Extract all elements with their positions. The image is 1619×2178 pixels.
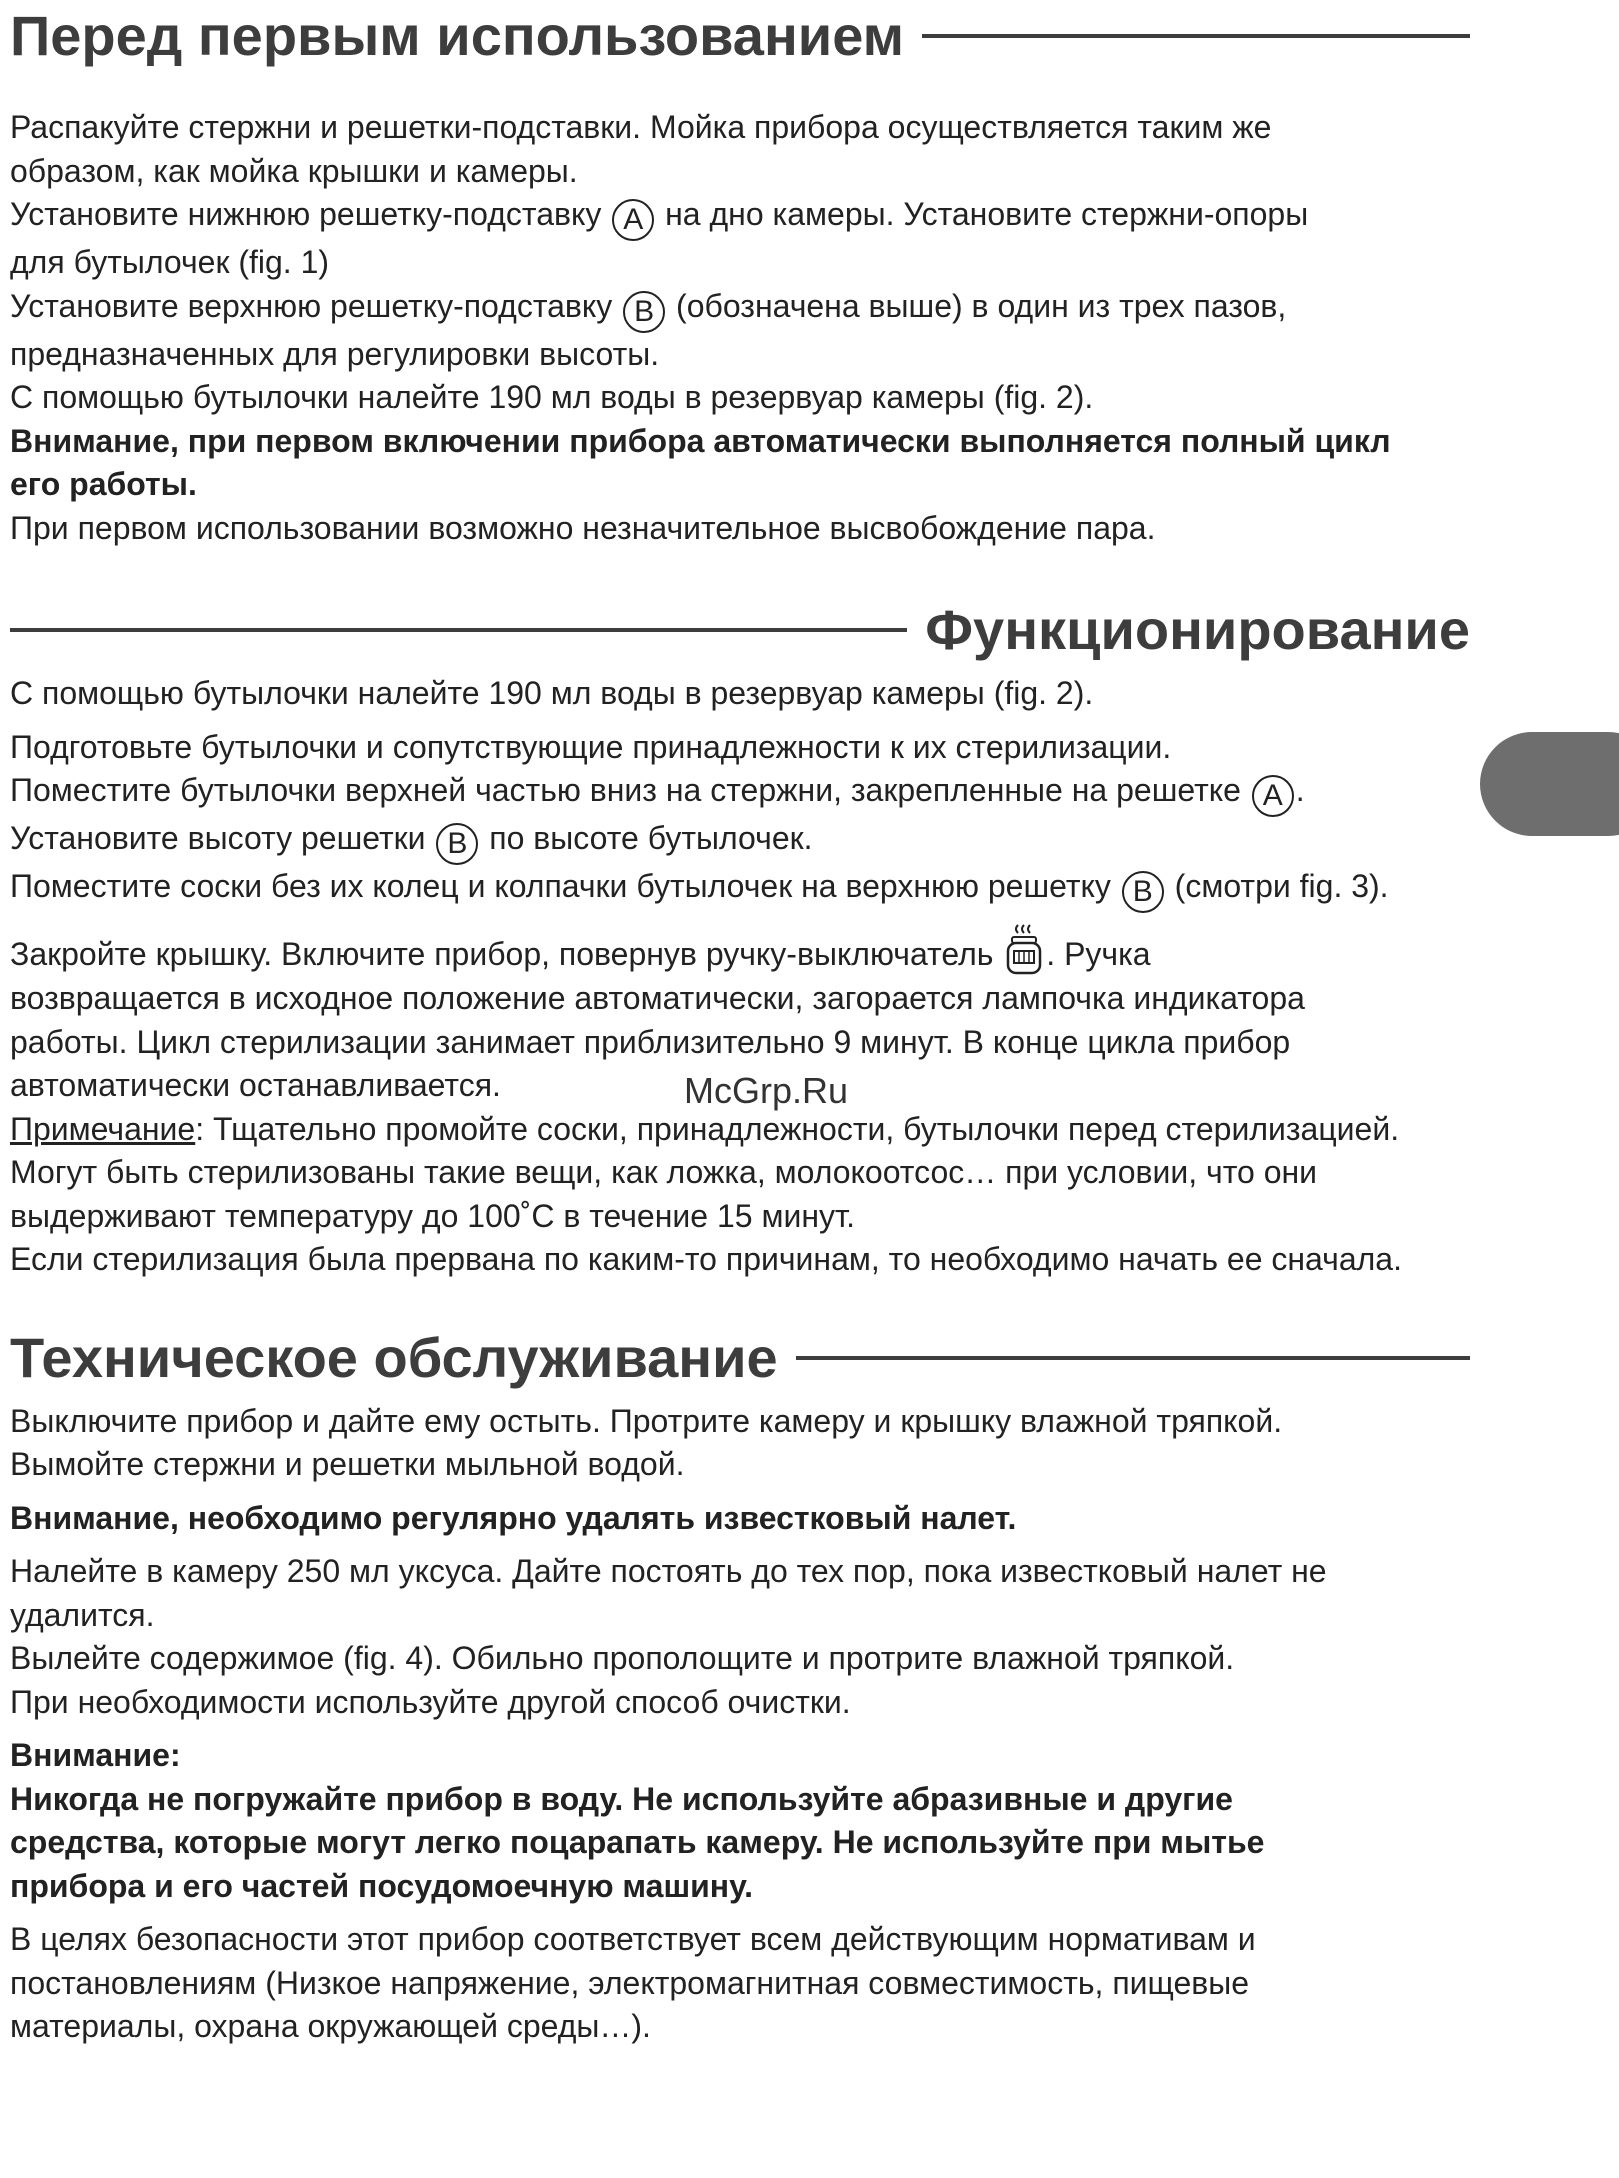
paragraph: выдерживают температуру до 100˚C в течение 15 минут.	[10, 1197, 855, 1234]
paragraph: С помощью бутылочки налейте 190 мл воды в резервуар камеры (fig. 2).	[10, 379, 1094, 415]
heading-rule	[796, 1356, 1470, 1360]
paragraph: материалы, охрана окружающей среды…).	[10, 2008, 651, 2044]
paragraph: образом, как мойка крышки и камеры.	[10, 152, 578, 189]
label-a-badge: A	[1252, 775, 1294, 817]
paragraph	[10, 817, 1470, 865]
manual-page	[10, 0, 1470, 2049]
heading-rule	[922, 34, 1470, 38]
warning-text: его работы.	[10, 466, 197, 502]
text: Установите верхнюю решетку-подставку	[10, 287, 613, 324]
paragraph: Если стерилизация была прервана по каким-то причинам, то необходимо начать ее сначала.	[10, 1241, 1402, 1277]
paragraph: Подготовьте бутылочки и сопутствующие принадлежности к их стерилизации.	[10, 728, 1172, 765]
paragraph: Вымойте стержни и решетки мыльной водой.	[10, 1446, 685, 1482]
warning-text: средства, которые могут легко поцарапать камеру. Не используйте при мытье	[10, 1824, 1265, 1860]
text: . Ручка	[1046, 936, 1151, 972]
label-b-badge: B	[1122, 871, 1164, 913]
heading-text: Перед первым использованием	[10, 4, 905, 67]
text: : Тщательно промойте соски, принадлежности, бутылочки перед стерилизацией.	[195, 1110, 1400, 1147]
paragraph: С помощью бутылочки налейте 190 мл воды в резервуар камеры (fig. 2).	[10, 675, 1094, 711]
paragraph	[10, 923, 1470, 977]
warning-text: прибора и его частей посудомоечную машину.	[10, 1867, 753, 1904]
paragraph: автоматически останавливается.	[10, 1067, 501, 1103]
paragraph: Выключите прибор и дайте ему остыть. Протрите камеру и крышку влажной тряпкой.	[10, 1402, 1283, 1439]
label-b-badge: B	[436, 823, 478, 865]
paragraph: возвращается в исходное положение автоматически, загорается лампочка индикатора	[10, 980, 1305, 1016]
paragraph: При первом использовании возможно незначительное высвобождение пара.	[10, 509, 1156, 546]
text: .	[1295, 772, 1305, 808]
paragraph: При необходимости используйте другой способ очистки.	[10, 1683, 851, 1720]
paragraph: удалится.	[10, 1596, 155, 1633]
warning-text: Внимание, необходимо регулярно удалять известковый налет.	[10, 1499, 1017, 1536]
heading-text: Техническое обслуживание	[10, 1325, 778, 1389]
paragraph: для бутылочек (fig. 1)	[10, 244, 330, 280]
paragraph: Налейте в камеру 250 мл уксуса. Дайте постоять до тех пор, пока известковый налет не	[10, 1553, 1327, 1589]
paragraph: предназначенных для регулировки высоты.	[10, 335, 660, 372]
text: по высоте бутылочек.	[489, 820, 813, 856]
section-heading-operation	[10, 600, 1470, 660]
text: Закройте крышку. Включите прибор, повернув ручку-выключатель	[10, 936, 994, 972]
label-a-badge: A	[612, 199, 654, 241]
section-heading-maintenance	[10, 1325, 1470, 1389]
paragraph: Распакуйте стержни и решетки-подставки. Мойка прибора осуществляется таким же	[10, 109, 1272, 145]
watermark-text: McGrp.Ru	[684, 1070, 849, 1111]
paragraph: постановлениям (Низкое напряжение, электромагнитная совместимость, пищевые	[10, 1964, 1250, 2001]
paragraph: В целях безопасности этот прибор соответствует всем действующим нормативам и	[10, 1921, 1256, 1957]
warning-text: Внимание, при первом включении прибора автоматически выполняется полный цикл	[10, 422, 1391, 459]
text: Установите высоту решетки	[10, 820, 426, 856]
section-heading-first-use	[10, 6, 1470, 66]
text: Установите нижнюю решетку-подставку	[10, 196, 602, 232]
paragraph	[10, 769, 1470, 817]
paragraph	[10, 193, 1470, 241]
warning-text: Никогда не погружайте прибор в воду. Не используйте абразивные и другие	[10, 1780, 1233, 1817]
note-label: Примечание	[10, 1110, 196, 1147]
paragraph: работы. Цикл стерилизации занимает приблизительно 9 минут. В конце цикла прибор	[10, 1023, 1291, 1060]
warning-label: Внимание:	[10, 1737, 181, 1773]
page-tab-marker	[1480, 732, 1619, 836]
paragraph	[10, 865, 1470, 913]
text: Поместите соски без их колец и колпачки бутылочек на верхнюю решетку	[10, 868, 1111, 904]
paragraph: Могут быть стерилизованы такие вещи, как ложка, молокоотсос… при условии, что они	[10, 1154, 1318, 1190]
steam-switch-icon	[1002, 923, 1046, 977]
paragraph: Вылейте содержимое (fig. 4). Обильно прополощите и протрите влажной тряпкой.	[10, 1640, 1235, 1676]
text: на дно камеры. Установите стержни-опоры	[665, 196, 1309, 232]
heading-rule	[10, 628, 907, 632]
note-paragraph	[10, 1108, 1470, 1152]
text: (обозначена выше) в один из трех пазов,	[676, 287, 1287, 324]
label-b-badge: B	[623, 291, 665, 333]
heading-text: Функционирование	[925, 598, 1470, 661]
paragraph	[10, 285, 1470, 333]
text: (смотри fig. 3).	[1174, 868, 1389, 904]
text: Поместите бутылочки верхней частью вниз на стержни, закрепленные на решетке	[10, 772, 1241, 808]
